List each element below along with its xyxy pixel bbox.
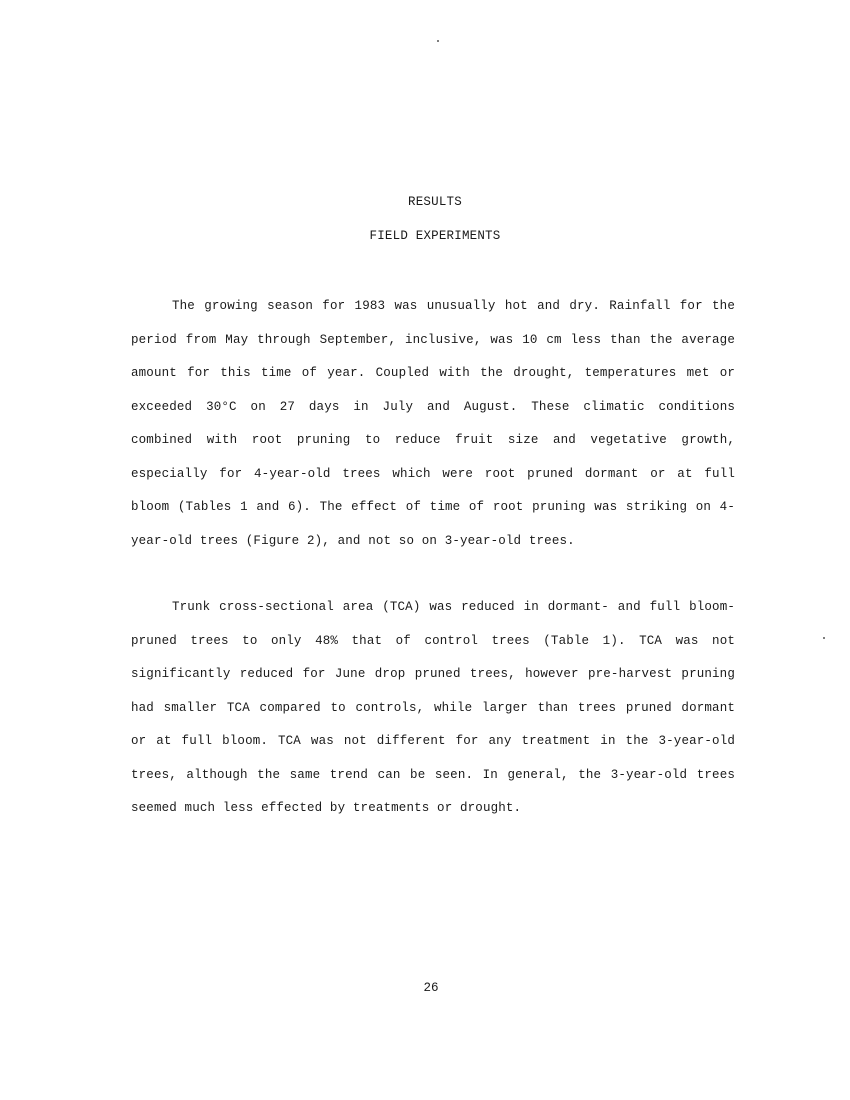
paragraph-text: The growing season for 1983 was unusually hot and dry. Rainfall for the period from May through September, inclusive, was 10 cm less than the average amount for this time of year. Coupled with the drought, temperatures met or exceeded 30°C on 27 days in July and August. These climatic conditions combined with root pruning to reduce fruit size and vegetative growth, especially for 4-year-old trees which were root pruned dormant or at full bloom (Tables 1 and 6). The effect of time of root pruning was striking on 4-year-old trees (Figure 2), and not so on 3-year-old trees.	[131, 299, 735, 548]
page-number: 26	[423, 981, 439, 995]
scan-speck	[437, 40, 439, 42]
paragraph-text: Trunk cross-sectional area (TCA) was reduced in dormant- and full bloom-pruned trees to only 48% that of control trees (Table 1). TCA was not significantly reduced for June drop pruned trees, however pre-harvest pruning had smaller TCA compared to controls, while larger than trees pruned dormant or at full bloom. TCA was not different for any treatment in the 3-year-old trees, although the same trend can be seen. In general, the 3-year-old trees seemed much less effected by treatments or drought.	[131, 600, 735, 815]
scan-speck	[823, 637, 825, 639]
section-title: RESULTS	[408, 195, 462, 209]
body-paragraph-1	[131, 290, 735, 558]
subsection-title: FIELD EXPERIMENTS	[369, 229, 501, 243]
body-paragraph-2	[131, 591, 735, 826]
